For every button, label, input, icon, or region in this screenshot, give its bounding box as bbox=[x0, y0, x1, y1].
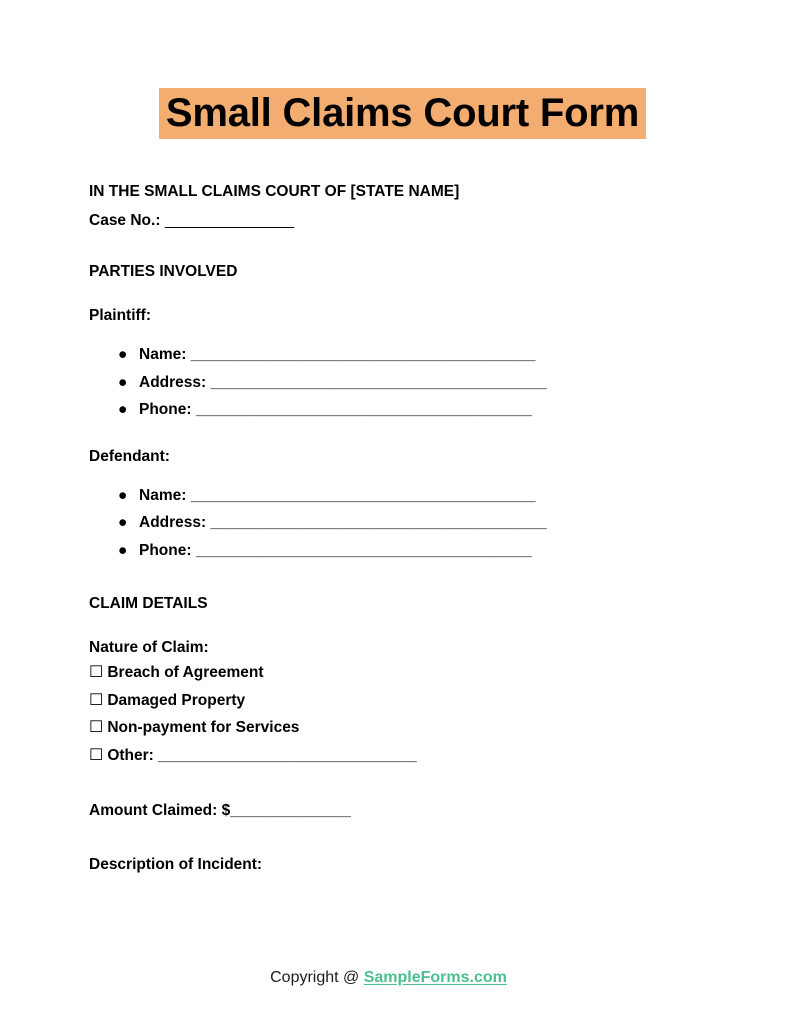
spacer bbox=[89, 468, 709, 482]
copyright-text: Copyright @ bbox=[270, 969, 364, 986]
checkbox-icon[interactable]: ☐ bbox=[89, 691, 104, 709]
defendant-name-label: Name: bbox=[139, 486, 187, 504]
list-item bbox=[89, 509, 709, 537]
spacer bbox=[89, 564, 709, 592]
checkbox-label-damaged-property: Damaged Property bbox=[107, 691, 246, 709]
checkbox-label-non-payment: Non-payment for Services bbox=[107, 719, 300, 736]
parties-heading: PARTIES INVOLVED bbox=[89, 263, 238, 280]
defendant-phone-label: Phone: bbox=[139, 541, 192, 559]
spacer bbox=[89, 327, 709, 341]
sampleforms-link[interactable]: SampleForms.com bbox=[363, 969, 507, 986]
spacer bbox=[89, 615, 709, 636]
list-item bbox=[89, 482, 709, 510]
page-title-text: Small Claims Court Form bbox=[159, 88, 646, 139]
checkbox-row-breach[interactable] bbox=[89, 659, 709, 687]
checkbox-icon[interactable]: ☐ bbox=[89, 746, 104, 764]
plaintiff-label: Plaintiff: bbox=[89, 307, 151, 324]
plaintiff-address-field[interactable]: _______________________________________ bbox=[210, 373, 547, 391]
spacer bbox=[89, 232, 709, 260]
plaintiff-phone-label: Phone: bbox=[139, 401, 192, 418]
document-body bbox=[89, 180, 709, 876]
checkbox-label-breach: Breach of Agreement bbox=[107, 664, 264, 681]
amount-claimed-label: Amount Claimed: $ bbox=[89, 802, 231, 819]
bullet-icon: ● bbox=[118, 514, 128, 531]
spacer bbox=[89, 769, 709, 797]
checkbox-label-other: Other: bbox=[107, 746, 154, 764]
spacer bbox=[89, 825, 709, 853]
defendant-name-field[interactable]: ________________________________________ bbox=[190, 486, 536, 504]
defendant-field-list bbox=[89, 482, 709, 565]
plaintiff-name-field[interactable]: ________________________________________ bbox=[190, 346, 536, 363]
page-title bbox=[0, 88, 805, 147]
bullet-icon: ● bbox=[118, 401, 128, 418]
case-number-field[interactable]: _______________ bbox=[164, 212, 295, 229]
plaintiff-phone-field[interactable]: _______________________________________ bbox=[195, 401, 533, 418]
list-item bbox=[89, 537, 709, 565]
list-item bbox=[89, 341, 709, 369]
checkbox-row-non-payment[interactable] bbox=[89, 714, 709, 742]
footer bbox=[0, 966, 805, 990]
defendant-address-field[interactable]: _______________________________________ bbox=[210, 514, 547, 531]
bullet-icon: ● bbox=[118, 346, 128, 363]
nature-of-claim-label: Nature of Claim: bbox=[89, 639, 209, 656]
spacer bbox=[89, 283, 709, 304]
checkbox-row-other[interactable] bbox=[89, 742, 709, 770]
defendant-label: Defendant: bbox=[89, 447, 170, 465]
plaintiff-name-label: Name: bbox=[139, 346, 187, 363]
claim-details-heading: CLAIM DETAILS bbox=[89, 595, 208, 612]
plaintiff-address-label: Address: bbox=[139, 373, 207, 391]
court-heading: IN THE SMALL CLAIMS COURT OF [STATE NAME] bbox=[89, 183, 460, 200]
bullet-icon: ● bbox=[118, 486, 128, 504]
case-number-row bbox=[89, 209, 709, 232]
list-item bbox=[89, 396, 709, 424]
defendant-phone-field[interactable]: _______________________________________ bbox=[195, 541, 533, 559]
plaintiff-field-list bbox=[89, 341, 709, 424]
checkbox-icon[interactable]: ☐ bbox=[89, 719, 104, 736]
case-number-label: Case No.: bbox=[89, 212, 161, 229]
other-claim-field[interactable]: ______________________________ bbox=[158, 746, 417, 764]
checkbox-row-damaged-property[interactable] bbox=[89, 687, 709, 715]
amount-claimed-row bbox=[89, 797, 709, 825]
amount-claimed-field[interactable]: ______________ bbox=[230, 802, 351, 819]
bullet-icon: ● bbox=[118, 373, 128, 391]
defendant-address-label: Address: bbox=[139, 514, 207, 531]
bullet-icon: ● bbox=[118, 541, 128, 559]
description-of-incident-label: Description of Incident: bbox=[89, 855, 263, 873]
spacer bbox=[89, 424, 709, 445]
checkbox-icon[interactable]: ☐ bbox=[89, 664, 104, 681]
list-item bbox=[89, 369, 709, 397]
